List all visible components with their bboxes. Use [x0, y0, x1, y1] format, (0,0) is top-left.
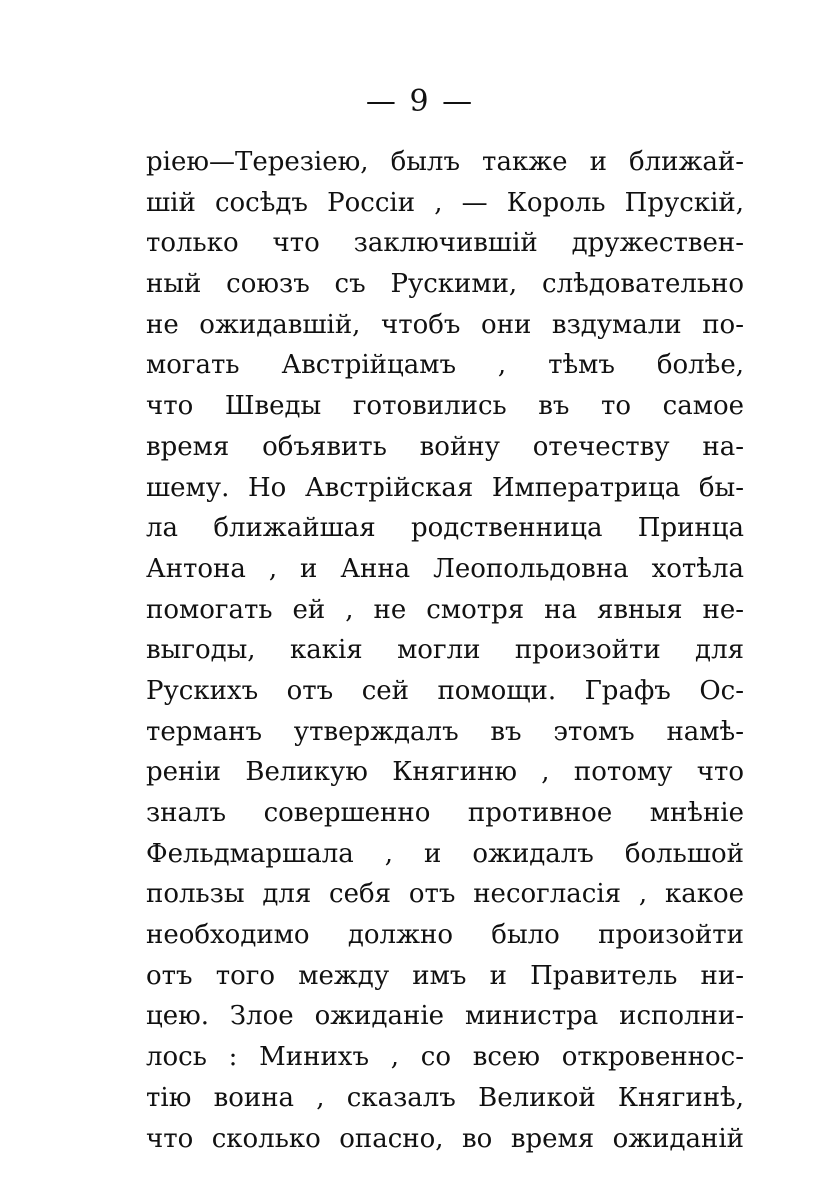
body-text	[146, 142, 744, 1159]
text-line: Рускихъ отъ сей помощи. Графъ Ос-	[146, 675, 744, 706]
text-line: ный союзъ съ Рускими, слѣдовательно	[146, 269, 744, 300]
text-line: что сколько опасно, во время ожиданій	[146, 1123, 744, 1154]
text-line: шій сосѣдъ Россіи , — Король Прускій,	[146, 187, 744, 218]
text-line: шему. Но Австрійская Императрица бы-	[146, 472, 744, 503]
text-line: лось : Минихъ , со всею откровеннос-	[146, 1042, 744, 1073]
text-line: только что заключившій дружествен-	[146, 228, 744, 259]
text-line: ріею—Терезіею, былъ также и ближай-	[146, 147, 744, 177]
text-line: не ожидавшій, чтобъ они вздумали по-	[146, 309, 744, 340]
text-line: выгоды, какія могли произойти для	[146, 635, 744, 666]
text-line: могать Австрійцамъ , тѣмъ болѣе,	[146, 350, 744, 381]
text-line: что Шведы готовились въ то самое	[146, 391, 744, 422]
page-number: — 9 —	[365, 84, 475, 119]
text-line: помогать ей , не смотря на явныя не-	[146, 594, 744, 625]
text-line: Антона , и Анна Леопольдовна хотѣла	[146, 553, 744, 584]
text-line: реніи Великую Княгиню , потому что	[146, 757, 744, 788]
text-line: отъ того между имъ и Правитель ни-	[146, 960, 744, 991]
text-line: зналъ совершенно противное мнѣніе	[146, 798, 744, 828]
text-line: тію воина , сказалъ Великой Княгинѣ,	[146, 1082, 744, 1113]
text-line: цею. Злое ожиданіе министра исполни-	[146, 1001, 744, 1032]
text-line: необходимо должно было произойти	[146, 920, 744, 951]
text-line: Фельдмаршала , и ожидалъ большой	[146, 838, 744, 869]
text-line: терманъ утверждалъ въ этомъ намѣ-	[146, 716, 744, 747]
text-line: время объявить войну отечеству на-	[146, 431, 744, 462]
text-line: пользы для себя отъ несогласія , какое	[146, 879, 744, 910]
text-line: ла ближайшая родственница Принца	[146, 513, 744, 544]
